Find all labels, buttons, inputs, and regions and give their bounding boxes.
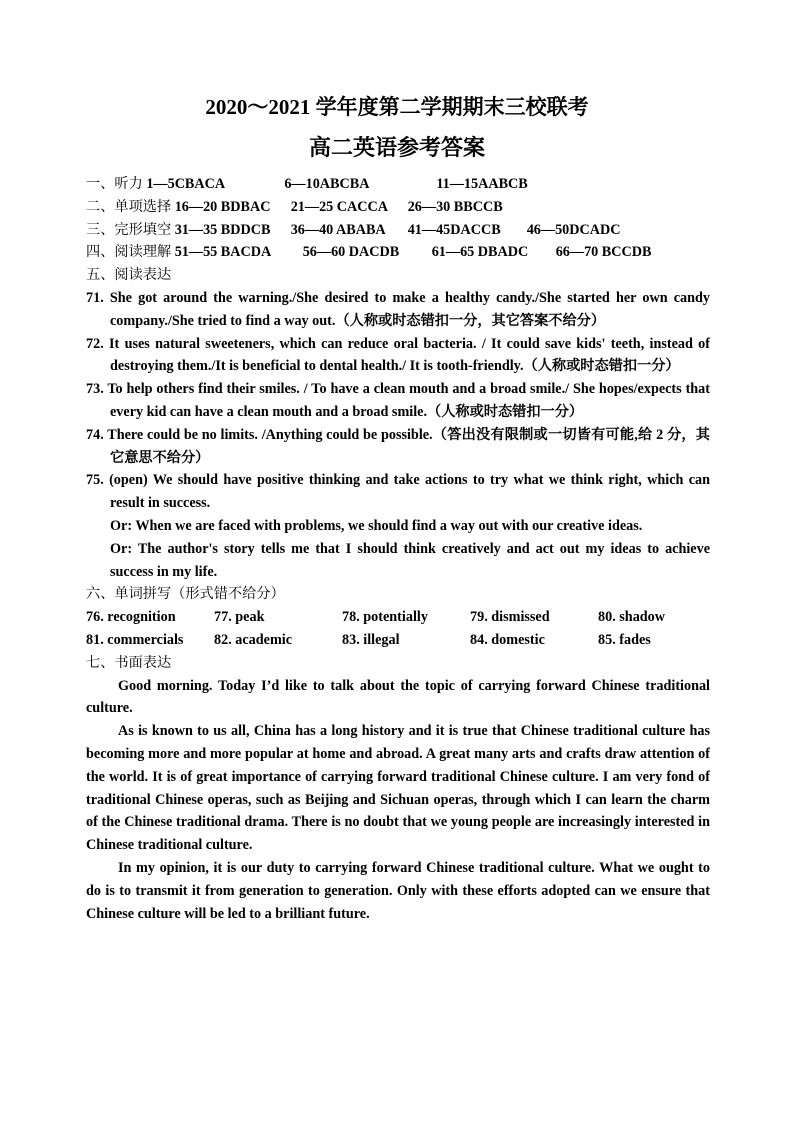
section-label: 六、单词拼写（形式错不给分） (86, 586, 285, 603)
essay-paragraph: Good morning. Today I’d like to talk about the topic of carrying forward Chinese traditional culture. (86, 677, 710, 717)
question-number: 73. (86, 381, 108, 398)
question-73 (86, 378, 710, 424)
word-answer: 79. dismissed (470, 609, 550, 626)
answer-range: 36—40 ABABA (290, 221, 386, 238)
answer-range: 61—65 DBADC (431, 244, 529, 261)
page-subtitle: 高二英语参考答案 (308, 135, 485, 160)
answer-range: 1—5CBACA (146, 176, 226, 192)
word-answer: 80. shadow (598, 609, 666, 626)
section-label: 三、完形填空 (86, 221, 175, 238)
section-label: 五、阅读表达 (86, 267, 172, 284)
question-72 (86, 333, 710, 379)
answer-range: 31—35 BDDCB (174, 221, 271, 238)
section-cloze (86, 219, 710, 242)
question-75 (86, 469, 710, 583)
word-answer: 78. potentially (342, 609, 428, 626)
section-label: 四、阅读理解 (86, 244, 175, 261)
alternative-answer: Or: When we are faced with problems, we should find a way out with our creative ideas. (110, 517, 643, 534)
essay-paragraph: In my opinion, it is our duty to carrying forward Chinese traditional culture. What we ought to do is to transmit it from generation to generation. Only with these efforts adopted can we ensure that Chinese culture will be led to a brilliant future. (86, 859, 710, 922)
answer-range: 26—30 BBCCB (407, 198, 503, 215)
answer-range: 11—15AABCB (436, 176, 528, 192)
word-answer: 76. recognition (86, 609, 176, 626)
answer-range: 51—55 BACDA (174, 244, 272, 261)
answer-range: 56—60 DACDB (302, 244, 400, 261)
answer-range: 6—10ABCBA (284, 176, 370, 192)
section-label: 七、书面表达 (86, 654, 172, 671)
answer-range: 46—50DCADC (526, 221, 621, 238)
answer-text: She got around the warning./She desired to make a healthy candy./She started her own candy company./She tried to find a way out.（人称或时态错扣一分，其它答案不给分） (109, 289, 710, 329)
question-number: 74. (86, 426, 108, 443)
answer-range: 41—45DACCB (407, 221, 501, 238)
answer-range: 66—70 BCCDB (555, 244, 652, 261)
question-71 (86, 287, 710, 333)
question-number: 75. (86, 472, 110, 489)
alternative-answer: Or: The author's story tells me that I should think creatively and act out my ideas to achieve success in my life. (110, 540, 710, 580)
answer-text: To help others find their smiles. / To have a clean mouth and a broad smile./ She hopes/expects that every kid can have a clean mouth and a broad smile.（人称或时态错扣一分） (107, 381, 711, 420)
word-answer: 82. academic (214, 631, 293, 648)
answer-text: There could be no limits. /Anything could be possible.（答出没有限制或一切皆有可能,给 2 分，其它意思不给分） (107, 426, 710, 466)
question-number: 71. (86, 289, 110, 306)
word-answer: 81. commercials (86, 631, 184, 648)
answer-text: It uses natural sweeteners, which can reduce oral bacteria. / It could save kids' teeth, instead of destroying them./It is beneficial to dental health./ It is tooth-friendly.（人称或时态错扣一分） (109, 335, 710, 375)
question-number: 72. (86, 335, 110, 352)
word-answer: 84. domestic (470, 631, 545, 648)
word-spelling-grid (86, 606, 710, 652)
section-single-choice (86, 196, 710, 219)
section-listening (86, 173, 710, 196)
page-title: 2020～2021 学年度第二学期期末三校联考 (205, 95, 589, 119)
section-reading (86, 241, 710, 264)
section-label: 二、单项选择 (86, 198, 175, 215)
answer-text: (open) We should have positive thinking and take actions to try what we think right, which can result in success. (109, 472, 710, 512)
word-answer: 85. fades (598, 631, 651, 648)
essay-paragraph: As is known to us all, China has a long history and it is true that Chinese traditional culture has becoming more and more popular at home and abroad. A great many arts and crafts draw attention of the world. It is of great importance of carrying forward traditional Chinese culture. I am very fond of traditional Chinese operas, such as Beijing and Sichuan operas, through which I can learn the charm of the Chinese traditional drama. There is no doubt that we young people are increasingly interested in Chinese traditional culture. (86, 723, 710, 854)
answer-body (86, 173, 710, 925)
answer-range: 21—25 CACCA (290, 198, 389, 215)
section-label: 一、听力 (86, 176, 147, 192)
word-answer: 77. peak (214, 609, 265, 626)
question-74 (86, 424, 710, 470)
word-answer: 83. illegal (342, 631, 400, 648)
answer-range: 16—20 BDBAC (174, 198, 271, 215)
